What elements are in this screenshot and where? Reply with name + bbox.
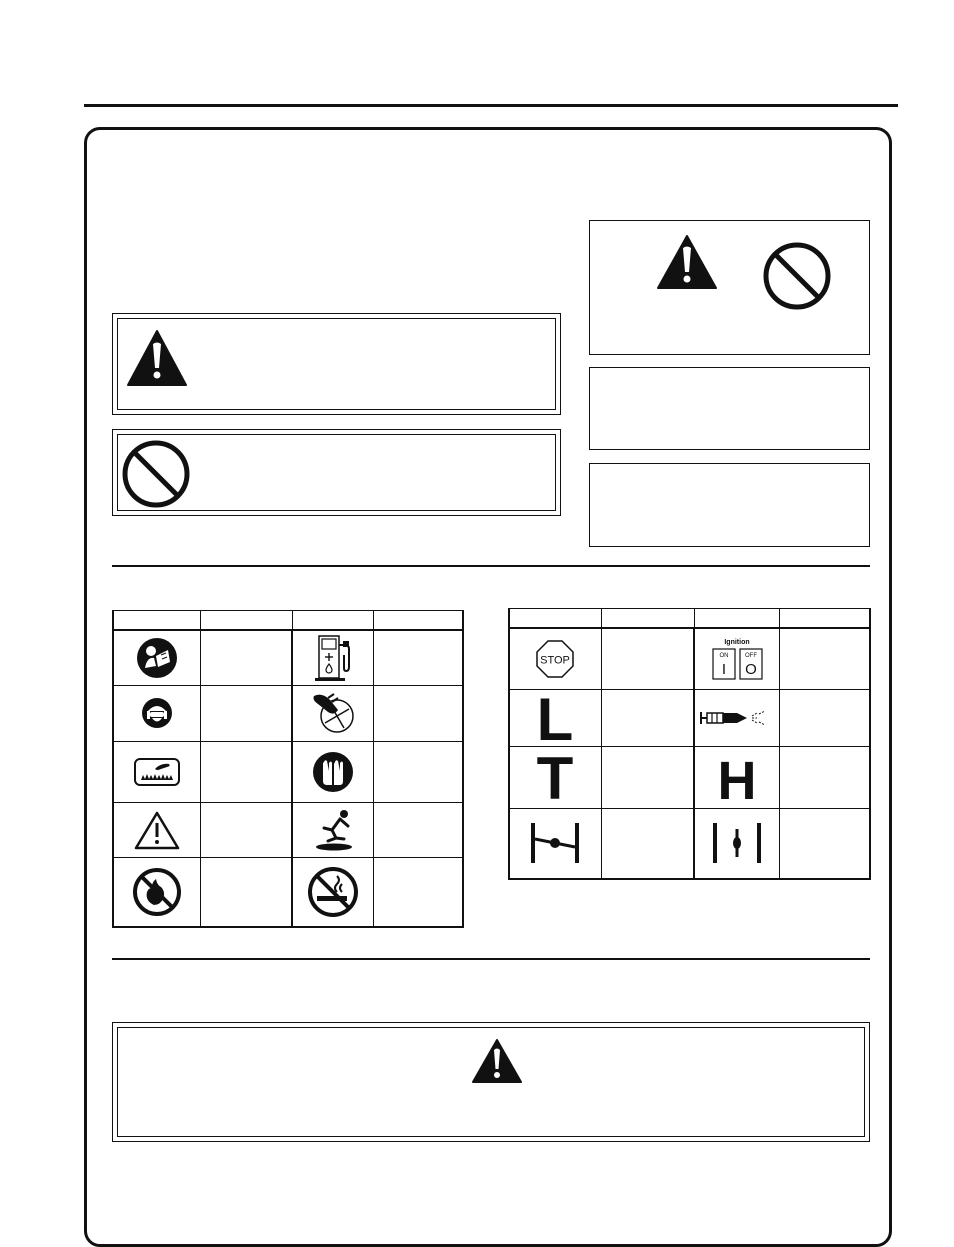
letter-t-icon: [535, 751, 575, 803]
table-row: [113, 741, 463, 802]
table-row: [509, 808, 870, 879]
symbol-description: [601, 689, 694, 746]
header-rule: [84, 104, 898, 107]
table-row: [113, 802, 463, 857]
choke-open-icon: [711, 821, 763, 865]
fuel-pump-icon: [309, 633, 357, 683]
symbol-legend-box: [589, 220, 870, 355]
prohibition-icon: [121, 439, 191, 509]
table-row: [509, 628, 870, 689]
note-box-1: [589, 367, 870, 450]
stop-sign-icon: [535, 639, 575, 679]
symbol-description: [373, 630, 463, 685]
table-header-row: [113, 611, 463, 631]
table-row: [113, 857, 463, 927]
prohibition-box: [112, 429, 561, 516]
table-row: [509, 689, 870, 746]
svg-text:OFF: OFF: [744, 652, 757, 659]
caution-triangle-icon: [134, 810, 180, 850]
prohibition-icon: [761, 240, 833, 312]
no-fire-icon: [132, 867, 182, 917]
table-row: [509, 746, 870, 808]
svg-text:L: L: [536, 691, 574, 744]
read-manual-icon: [135, 636, 179, 680]
symbol-description: [601, 746, 694, 808]
hot-surface-hand-icon: [133, 757, 181, 787]
warning-triangle-icon: [126, 329, 188, 387]
symbol-description: [200, 802, 292, 857]
symbol-description: [200, 685, 292, 741]
symbol-description: [200, 741, 292, 802]
symbol-description: [779, 808, 870, 879]
letter-l-icon: [535, 692, 575, 744]
table-row: [113, 685, 463, 741]
symbols-table-right: [508, 608, 871, 880]
symbol-description: [601, 628, 694, 689]
slip-hazard-icon: [310, 808, 356, 852]
svg-text:T: T: [536, 751, 574, 803]
symbol-description: [200, 857, 292, 927]
svg-text:ON: ON: [719, 652, 729, 659]
ignition-switch-icon: [705, 635, 769, 683]
table-row: [113, 630, 463, 685]
svg-text:Ignition: Ignition: [724, 638, 750, 646]
section-rule: [112, 958, 870, 960]
symbol-description: [373, 685, 463, 741]
section-rule: [112, 565, 870, 567]
svg-text:STOP: STOP: [540, 654, 571, 667]
warning-triangle-icon: [471, 1038, 523, 1084]
symbol-description: [373, 741, 463, 802]
symbol-description: [601, 808, 694, 879]
symbol-description: [373, 802, 463, 857]
symbol-description: [373, 857, 463, 927]
gloves-icon: [312, 751, 354, 793]
head-eye-ear-protection-icon: [141, 697, 173, 729]
no-smoking-icon: [307, 866, 359, 918]
letter-h-icon: [717, 751, 757, 803]
warning-box: [112, 313, 561, 415]
symbols-table-left: [112, 610, 464, 928]
note-box-2: [589, 463, 870, 547]
svg-text:I: I: [721, 660, 726, 678]
rotating-blade-hand-icon: [310, 690, 356, 736]
symbol-description: [200, 630, 292, 685]
symbol-description: [779, 746, 870, 808]
fuel-injection-spray-icon: [699, 708, 775, 728]
choke-closed-icon: [529, 821, 581, 865]
svg-text:H: H: [717, 751, 757, 803]
symbol-description: [779, 689, 870, 746]
warning-triangle-icon: [656, 234, 718, 290]
svg-text:O: O: [744, 660, 757, 678]
symbol-description: [779, 628, 870, 689]
table-header-row: [509, 609, 870, 629]
bottom-warning-box: [112, 1022, 870, 1142]
